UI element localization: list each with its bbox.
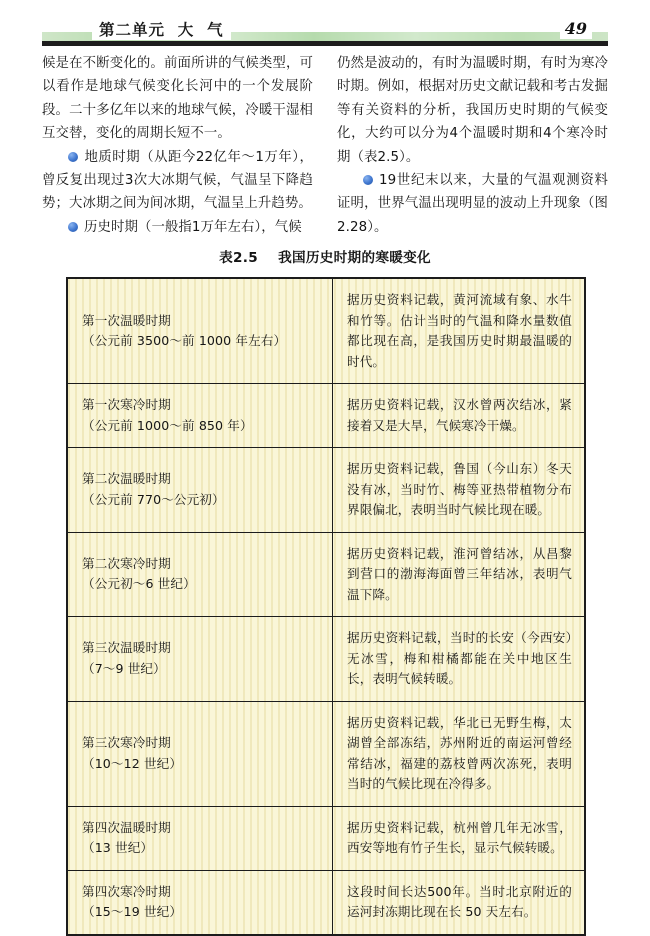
period-years: （15～19 世纪） <box>82 904 183 919</box>
table-row <box>68 279 584 384</box>
period-name: 第四次温暖时期 <box>82 819 171 835</box>
period-years: （公元前 3500～前 1000 年左右） <box>82 333 287 348</box>
bullet-dot-icon <box>68 152 78 162</box>
table-cell-period <box>68 384 333 448</box>
table-cell-period <box>68 448 333 533</box>
table-cell-description: 这段时间长达500年。当时北京附近的运河封冻期比现在长 50 天左右。 <box>347 883 572 919</box>
history-table-container <box>66 277 586 936</box>
period-years: （公元前 770～公元初） <box>82 491 225 507</box>
period-years: （13 世纪） <box>82 840 154 855</box>
table-cell-description: 据历史资料记载，鲁国（今山东）冬天没有冰，当时竹、梅等亚热带植物分布界限偏北，表明当时气候比现在暖。 <box>333 448 585 533</box>
bullet-item-modern-observations <box>337 169 608 239</box>
history-table-body <box>68 279 584 934</box>
table-cell-period <box>68 532 333 617</box>
table-cell-description: 据历史资料记载，当时的长安（今西安）无冰雪，梅和柑橘都能在关中地区生长，表明气候转暖。 <box>333 617 585 702</box>
period-years: （公元前 1000～前 850 年） <box>82 417 253 433</box>
period-years: （10～12 世纪） <box>82 755 183 771</box>
table-cell-description: 据历史资料记载，华北已无野生梅，太湖曾全部冻结，苏州附近的南运河曾经常结冰，福建的荔枝曾两次冻死，表明当时的气候比现在冷得多。 <box>333 701 585 806</box>
table-cell-period <box>68 701 333 806</box>
table-row <box>68 870 584 934</box>
table-cell-description: 据历史资料记载，黄河流域有象、水牛和竹等。估计当时的气温和降水量数值都比现在高，是我国历史时期最温暖的时代。 <box>333 279 585 384</box>
table-row <box>68 617 584 702</box>
period-name: 第二次温暖时期 <box>82 471 171 487</box>
bullet-item-historic-period <box>42 216 313 239</box>
table-cell-period <box>68 279 333 384</box>
unit-title: 第二单元 大 气 <box>92 20 231 40</box>
table-row <box>68 806 584 870</box>
bullet-item-geologic-period-text: 地质时期（从距今22亿年～1万年），曾反复出现过3次大冰期气候，气温呈下降趋势；大冰期之间为间冰期，气温呈上升趋势。 <box>42 149 313 212</box>
period-name: 第一次寒冷时期 <box>82 397 171 412</box>
running-head <box>42 20 608 46</box>
right-column <box>337 52 608 239</box>
bullet-dot-icon <box>68 222 78 232</box>
table-cell-description: 据历史资料记载，杭州曾几年无冰雪，西安等地有竹子生长，显示气候转暖。 <box>333 806 585 870</box>
period-name: 第三次温暖时期 <box>82 640 171 656</box>
bullet-dot-icon <box>363 175 373 185</box>
table-row <box>68 701 584 806</box>
left-paragraph-continued: 候是在不断变化的。前面所讲的气候类型，可以看作是地球气候变化长河中的一个发展阶段。二十多亿年以来的地球气候，冷暖干湿相互交替，变化的周期长短不一。 <box>42 56 313 142</box>
bullet-item-modern-observations-text: 19世纪末以来，大量的气温观测资料证明，世界气温出现明显的波动上升现象（图2.28）。 <box>337 173 608 235</box>
history-table <box>68 279 584 934</box>
table-caption: 表2.5 我国历史时期的寒暖变化 <box>219 250 431 266</box>
period-years: （公元初～6 世纪） <box>82 576 196 592</box>
bullet-item-geologic-period <box>42 146 313 216</box>
period-name: 第四次寒冷时期 <box>82 883 171 899</box>
running-head-rule <box>42 41 608 46</box>
left-column <box>42 52 313 239</box>
right-paragraph-continued: 仍然是波动的，有时为温暖时期，有时为寒冷时期。例如，根据对历史文献记载和考古发掘等有关资料的分析，我国历史时期的气候变化，大约可以分为4个温暖时期和4个寒冷时期（表2.5）。 <box>337 56 608 165</box>
table-row <box>68 448 584 533</box>
table-cell-period <box>68 806 333 870</box>
page-number: 49 <box>560 19 592 39</box>
period-name: 第三次寒冷时期 <box>82 735 171 750</box>
table-cell-description: 据历史资料记载，淮河曾结冰，从昌黎到营口的渤海海面曾三年结冰，表明气温下降。 <box>333 532 585 617</box>
bullet-item-historic-period-text: 历史时期（一般指1万年左右），气候 <box>84 219 302 235</box>
table-cell-period <box>68 870 333 934</box>
table-cell-period <box>68 617 333 702</box>
period-name: 第一次温暖时期 <box>82 312 171 328</box>
table-row <box>68 532 584 617</box>
period-name: 第二次寒冷时期 <box>82 555 171 571</box>
table-cell-description: 据历史资料记载，汉水曾两次结冰，紧接着又是大旱，气候寒冷干燥。 <box>333 384 585 448</box>
period-years: （7～9 世纪） <box>82 660 166 676</box>
body-columns <box>42 52 608 239</box>
table-row <box>68 384 584 448</box>
